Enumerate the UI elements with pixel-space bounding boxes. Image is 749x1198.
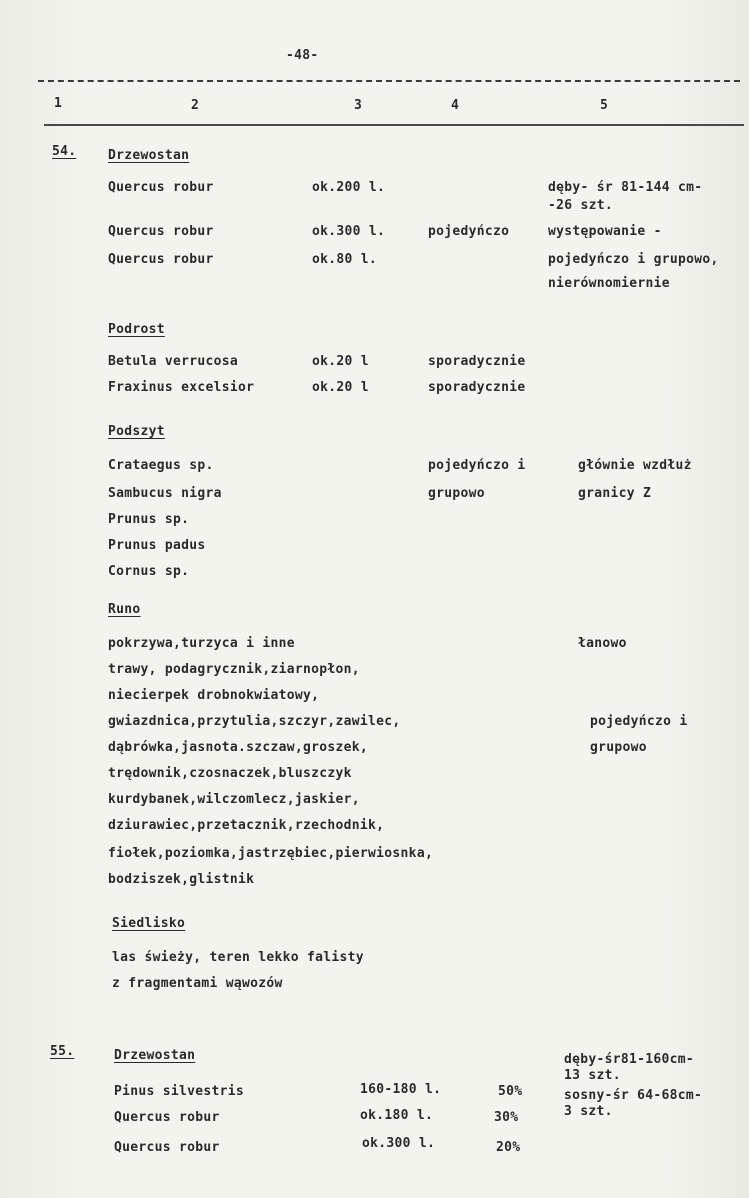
column-number-3: 3: [354, 98, 363, 113]
stand-heading: Drzewostan: [114, 1048, 196, 1063]
ground-cover-line: kurdybanek,wilczomlecz,jaskier,: [108, 792, 360, 807]
species-name: Quercus robur: [114, 1110, 220, 1125]
remarks: granicy Z: [578, 486, 652, 501]
species-name: Betula verrucosa: [108, 354, 239, 369]
tree-age: ok.180 l.: [360, 1108, 434, 1123]
remarks: nierównomiernie: [548, 276, 670, 291]
species-name: Crataegus sp.: [108, 458, 214, 473]
remarks: sosny-śr 64-68cm-: [564, 1088, 703, 1103]
section-number: 55.: [50, 1044, 75, 1059]
ground-cover-line: trędownik,czosnaczek,bluszczyk: [108, 766, 352, 781]
ground-cover-line: bodziszek,glistnik: [108, 872, 255, 887]
column-number-1: 1: [54, 96, 63, 111]
species-name: Quercus robur: [114, 1140, 220, 1155]
species-name: Fraxinus excelsior: [108, 380, 255, 395]
remarks: występowanie -: [548, 224, 662, 239]
habitat-line: las świeży, teren lekko falisty: [112, 950, 364, 965]
section-number: 54.: [52, 144, 77, 159]
column-number-5: 5: [600, 98, 609, 113]
species-share: 20%: [496, 1140, 521, 1155]
species-share: 30%: [494, 1110, 519, 1125]
ground-cover-line: pokrzywa,turzyca i inne: [108, 636, 295, 651]
stand-heading: Drzewostan: [108, 148, 190, 163]
species-name: Prunus padus: [108, 538, 206, 553]
ground-cover-line: dziurawiec,przetacznik,rzechodnik,: [108, 818, 385, 833]
remarks: -26 szt.: [548, 198, 614, 213]
ground-cover-line: gwiazdnica,przytulia,szczyr,zawilec,: [108, 714, 401, 729]
page-number: -48-: [286, 48, 319, 63]
column-number-4: 4: [451, 98, 460, 113]
occurrence-form: sporadycznie: [428, 354, 526, 369]
tree-age: ok.300 l.: [362, 1136, 436, 1151]
species-name: Quercus robur: [108, 224, 214, 239]
remarks: głównie wzdłuż: [578, 458, 692, 473]
species-name: Quercus robur: [108, 180, 214, 195]
ground-cover-line: trawy, podagrycznik,ziarnopłon,: [108, 662, 360, 677]
tree-age: 160-180 l.: [360, 1082, 442, 1097]
remarks: 3 szt.: [564, 1104, 613, 1119]
ground-cover-heading: Runo: [108, 602, 141, 617]
column-number-2: 2: [191, 98, 200, 113]
regrowth-heading: Podrost: [108, 322, 165, 337]
remarks: grupowo: [590, 740, 647, 755]
species-name: Quercus robur: [108, 252, 214, 267]
undergrowth-heading: Podszyt: [108, 424, 165, 439]
tree-age: ok.20 l: [312, 380, 369, 395]
occurrence-form: pojedyńczo: [428, 224, 510, 239]
ground-cover-line: dąbrówka,jasnota.szczaw,groszek,: [108, 740, 369, 755]
remarks: 13 szt.: [564, 1068, 621, 1083]
species-name: Pinus silvestris: [114, 1084, 245, 1099]
ground-cover-line: fiołek,poziomka,jastrzębiec,pierwiosnka,: [108, 846, 434, 861]
remarks: łanowo: [578, 636, 627, 651]
occurrence-form: grupowo: [428, 486, 485, 501]
habitat-line: z fragmentami wąwozów: [112, 976, 283, 991]
header-rule: [44, 124, 744, 126]
species-name: Sambucus nigra: [108, 486, 222, 501]
tree-age: ok.80 l.: [312, 252, 378, 267]
remarks: pojedyńczo i grupowo,: [548, 252, 719, 267]
species-name: Cornus sp.: [108, 564, 190, 579]
remarks: pojedyńczo i: [590, 714, 688, 729]
ground-cover-line: niecierpek drobnokwiatowy,: [108, 688, 320, 703]
tree-age: ok.20 l: [312, 354, 369, 369]
habitat-heading: Siedlisko: [112, 916, 186, 931]
remarks: dęby-śr81-160cm-: [564, 1052, 695, 1067]
species-name: Prunus sp.: [108, 512, 190, 527]
tree-age: ok.200 l.: [312, 180, 386, 195]
occurrence-form: pojedyńczo i: [428, 458, 526, 473]
remarks: dęby- śr 81-144 cm-: [548, 180, 703, 195]
top-rule: [38, 80, 740, 82]
species-share: 50%: [498, 1084, 523, 1099]
occurrence-form: sporadycznie: [428, 380, 526, 395]
tree-age: ok.300 l.: [312, 224, 386, 239]
